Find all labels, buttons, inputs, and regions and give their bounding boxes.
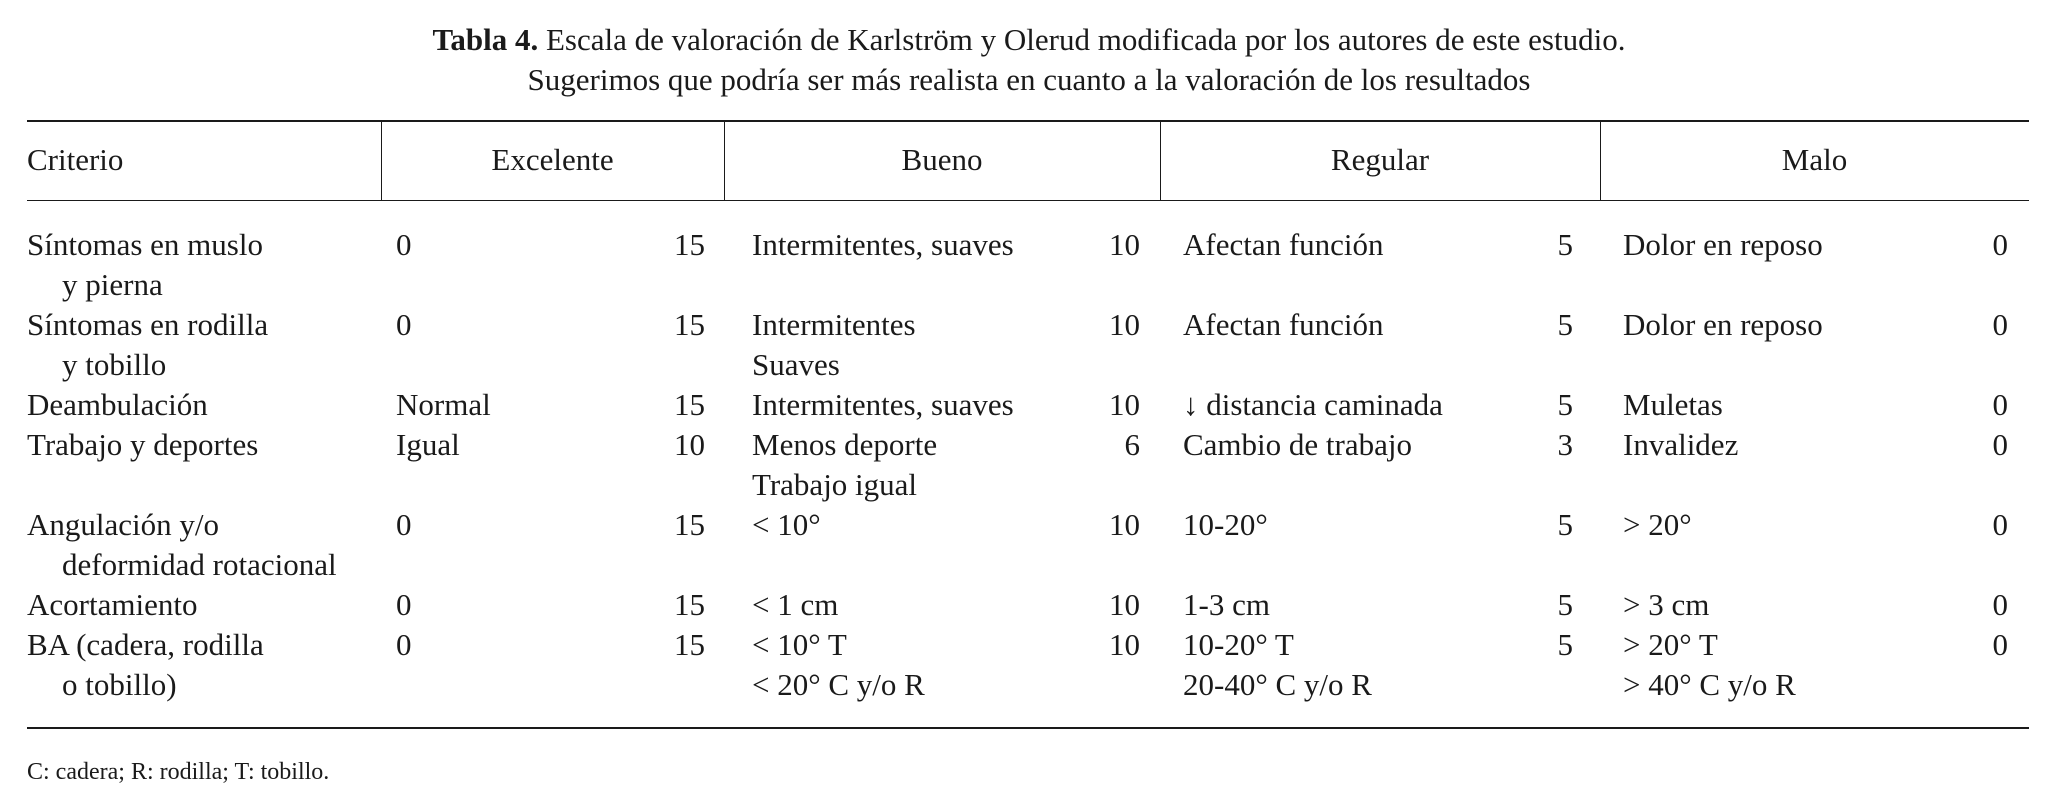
header-regular: Regular <box>1330 142 1430 177</box>
cell-malo: Dolor en reposo <box>1623 227 1823 262</box>
cell-regular: 10-20° <box>1183 507 1268 542</box>
cell-bueno: Trabajo igual <box>752 467 918 502</box>
score-malo: 0 <box>1992 227 2008 262</box>
score-regular: 5 <box>1557 227 1573 262</box>
cell-criterio: y pierna <box>62 267 163 302</box>
cell-excelente: Igual <box>396 427 460 462</box>
cell-excelente: 0 <box>396 227 412 262</box>
score-malo: 0 <box>1992 387 2008 422</box>
cell-bueno: < 10° T <box>752 627 847 662</box>
score-excelente: 15 <box>674 627 705 662</box>
header-excelente: Excelente <box>491 142 614 177</box>
caption-line-2: Sugerimos que podría ser más realista en cuanto a la valoración de los resultados <box>527 62 1531 97</box>
cell-criterio: Síntomas en muslo <box>27 227 263 262</box>
table-bottom-rule <box>27 727 2029 729</box>
cell-regular: Cambio de trabajo <box>1183 427 1412 462</box>
table-header-rule <box>27 200 2029 201</box>
cell-bueno: Intermitentes <box>752 307 916 342</box>
score-regular: 5 <box>1557 587 1573 622</box>
cell-malo: > 3 cm <box>1623 587 1710 622</box>
cell-criterio: Deambulación <box>27 387 208 422</box>
cell-criterio: Síntomas en rodilla <box>27 307 269 342</box>
cell-malo: Muletas <box>1623 387 1723 422</box>
cell-excelente: 0 <box>396 307 412 342</box>
header-criterio: Criterio <box>27 142 124 177</box>
caption-line-1 <box>0 20 2058 60</box>
cell-bueno: Suaves <box>752 347 840 382</box>
cell-criterio: Acortamiento <box>27 587 198 622</box>
cell-bueno: < 10° <box>752 507 821 542</box>
score-bueno: 10 <box>1109 507 1140 542</box>
score-bueno: 10 <box>1109 587 1140 622</box>
score-bueno: 10 <box>1109 387 1140 422</box>
cell-criterio: y tobillo <box>62 347 167 382</box>
cell-regular: 10-20° T <box>1183 627 1294 662</box>
cell-malo: > 20° <box>1623 507 1692 542</box>
score-excelente: 15 <box>674 227 705 262</box>
cell-bueno: < 1 cm <box>752 587 839 622</box>
header-bueno: Bueno <box>901 142 983 177</box>
table-footnote: C: cadera; R: rodilla; T: tobillo. <box>27 759 330 785</box>
cell-regular: 20-40° C y/o R <box>1183 667 1372 702</box>
cell-regular: ↓ distancia caminada <box>1183 387 1443 422</box>
score-malo: 0 <box>1992 427 2008 462</box>
cell-bueno: Menos deporte <box>752 427 938 462</box>
cell-excelente: 0 <box>396 587 412 622</box>
cell-regular: Afectan función <box>1183 227 1384 262</box>
cell-bueno: Intermitentes, suaves <box>752 387 1014 422</box>
score-regular: 3 <box>1557 427 1573 462</box>
score-malo: 0 <box>1992 587 2008 622</box>
table-caption <box>0 20 2058 100</box>
cell-malo: Invalidez <box>1623 427 1739 462</box>
score-excelente: 15 <box>674 307 705 342</box>
cell-excelente: Normal <box>396 387 491 422</box>
score-excelente: 15 <box>674 387 705 422</box>
cell-excelente: 0 <box>396 627 412 662</box>
score-bueno: 10 <box>1109 227 1140 262</box>
cell-criterio: deformidad rotacional <box>62 547 337 582</box>
score-regular: 5 <box>1557 307 1573 342</box>
cell-criterio: Angulación y/o <box>27 507 219 542</box>
caption-label: Tabla 4. <box>432 22 539 57</box>
cell-malo: > 40° C y/o R <box>1623 667 1796 702</box>
cell-regular: Afectan función <box>1183 307 1384 342</box>
caption-title: Escala de valoración de Karlström y Olerud modificada por los autores de este estudio. <box>545 22 1626 57</box>
cell-malo: Dolor en reposo <box>1623 307 1823 342</box>
score-malo: 0 <box>1992 307 2008 342</box>
cell-criterio: Trabajo y deportes <box>27 427 259 462</box>
score-regular: 5 <box>1557 627 1573 662</box>
cell-criterio: BA (cadera, rodilla <box>27 627 264 662</box>
score-bueno: 6 <box>1124 427 1140 462</box>
score-regular: 5 <box>1557 507 1573 542</box>
score-bueno: 10 <box>1109 627 1140 662</box>
score-bueno: 10 <box>1109 307 1140 342</box>
score-malo: 0 <box>1992 627 2008 662</box>
cell-criterio: o tobillo) <box>62 667 177 702</box>
score-regular: 5 <box>1557 387 1573 422</box>
score-excelente: 10 <box>674 427 705 462</box>
cell-regular: 1-3 cm <box>1183 587 1270 622</box>
cell-bueno: < 20° C y/o R <box>752 667 925 702</box>
cell-bueno: Intermitentes, suaves <box>752 227 1014 262</box>
header-malo: Malo <box>1781 142 1848 177</box>
score-excelente: 15 <box>674 587 705 622</box>
score-malo: 0 <box>1992 507 2008 542</box>
score-excelente: 15 <box>674 507 705 542</box>
cell-malo: > 20° T <box>1623 627 1718 662</box>
cell-excelente: 0 <box>396 507 412 542</box>
